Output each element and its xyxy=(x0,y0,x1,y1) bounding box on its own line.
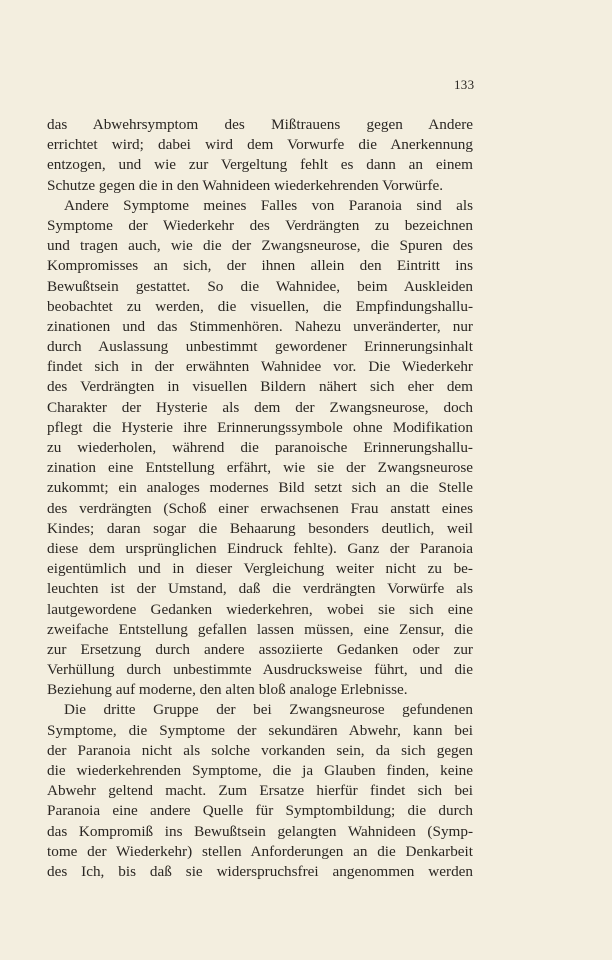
text-line: Abwehr geltend macht. Zum Ersatze hierfür findet sich bei xyxy=(47,782,473,800)
text-line: der Paranoia nicht als solche vorkanden sein, da sich gegen xyxy=(47,741,473,759)
text-line: zu wiederholen, während die paranoische Erinnerungshallu- xyxy=(47,439,473,456)
text-line: zukommt; ein analoges modernes Bild setzt sich an die Stelle xyxy=(47,479,473,497)
text-line: leuchten ist der Umstand, daß die verdrängten Vorwürfe als xyxy=(47,580,473,598)
text-line: Bewußtsein gestattet. So die Wahnidee, beim Auskleiden xyxy=(47,277,473,295)
text-line: des verdrängten (Schoß einer erwachsenen Frau anstatt eines xyxy=(47,499,473,517)
text-line: zweifache Entstellung gefallen lassen müssen, eine Zensur, die xyxy=(47,620,473,638)
text-line: zur Ersetzung durch andere assoziierte Gedanken oder zur xyxy=(47,640,473,658)
text-line: Symptome, die Symptome der sekundären Abwehr, kann bei xyxy=(47,721,473,739)
text-line: das Abwehrsymptom des Mißtrauens gegen Andere xyxy=(47,116,473,133)
text-line: errichtet wird; dabei wird dem Vorwurfe die Anerkennung xyxy=(47,136,473,154)
text-line: das Kompromiß ins Bewußtsein gelangten Wahnideen (Symp- xyxy=(47,822,473,840)
text-line: Verhüllung durch unbestimmte Ausdrucksweise führt, und die xyxy=(47,661,473,679)
text-line: Charakter der Hysterie als dem der Zwangsneurose, doch xyxy=(47,398,473,416)
text-line: lautgewordene Gedanken wiederkehren, wobei sie sich eine xyxy=(47,600,473,618)
text-line: und tragen auch, wie die der Zwangsneurose, die Spuren des xyxy=(47,237,473,255)
body-text xyxy=(47,115,473,882)
text-line: Die dritte Gruppe der bei Zwangsneurose gefundenen xyxy=(64,701,473,719)
text-line: pflegt die Hysterie ihre Erinnerungssymbole ohne Modifikation xyxy=(47,418,473,436)
text-line: des Verdrängten in visuellen Bildern nähert sich eher dem xyxy=(47,378,473,396)
page-number: 133 xyxy=(454,77,475,92)
text-line: findet sich in der erwähnten Wahnidee vor. Die Wiederkehr xyxy=(47,358,473,376)
text-line: eigentümlich und in dieser Vergleichung weiter nicht zu be- xyxy=(47,560,473,578)
text-line: entzogen, und wie zur Vergeltung fehlt es dann an einem xyxy=(47,156,473,174)
text-line: Kompromisses an sich, der ihnen allein den Eintritt ins xyxy=(47,257,473,275)
text-line: des Ich, bis daß sie widerspruchsfrei angenommen werden xyxy=(47,862,473,880)
text-line: Symptome der Wiederkehr des Verdrängten zu bezeichnen xyxy=(47,216,473,234)
text-line: zination eine Entstellung erfährt, wie sie der Zwangsneurose xyxy=(47,459,473,477)
text-line: tome der Wiederkehr) stellen Anforderungen an die Denkarbeit xyxy=(47,842,473,860)
text-line: durch Auslassung unbestimmt gewordener Erinnerungsinhalt xyxy=(47,338,473,356)
text-line: Andere Symptome meines Falles von Paranoia sind als xyxy=(64,196,473,214)
text-line: beobachtet zu werden, die visuellen, die Empfindungshallu- xyxy=(47,297,473,315)
text-line: Beziehung auf moderne, den alten bloß analoge Erlebnisse. xyxy=(47,681,408,699)
text-line: Kindes; daran sogar die Behaarung besonders deutlich, weil xyxy=(47,519,473,537)
text-line: die wiederkehrenden Symptome, die ja Glauben finden, keine xyxy=(47,762,473,779)
text-line: Schutze gegen die in den Wahnideen wiederkehrenden Vorwürfe. xyxy=(47,176,444,194)
text-line: Paranoia eine andere Quelle für Symptombildung; die durch xyxy=(47,802,473,820)
text-line: zinationen und das Stimmenhören. Nahezu unveränderter, nur xyxy=(47,317,473,335)
text-line: diese dem ursprünglichen Eindruck fehlte). Ganz der Paranoia xyxy=(47,539,473,557)
